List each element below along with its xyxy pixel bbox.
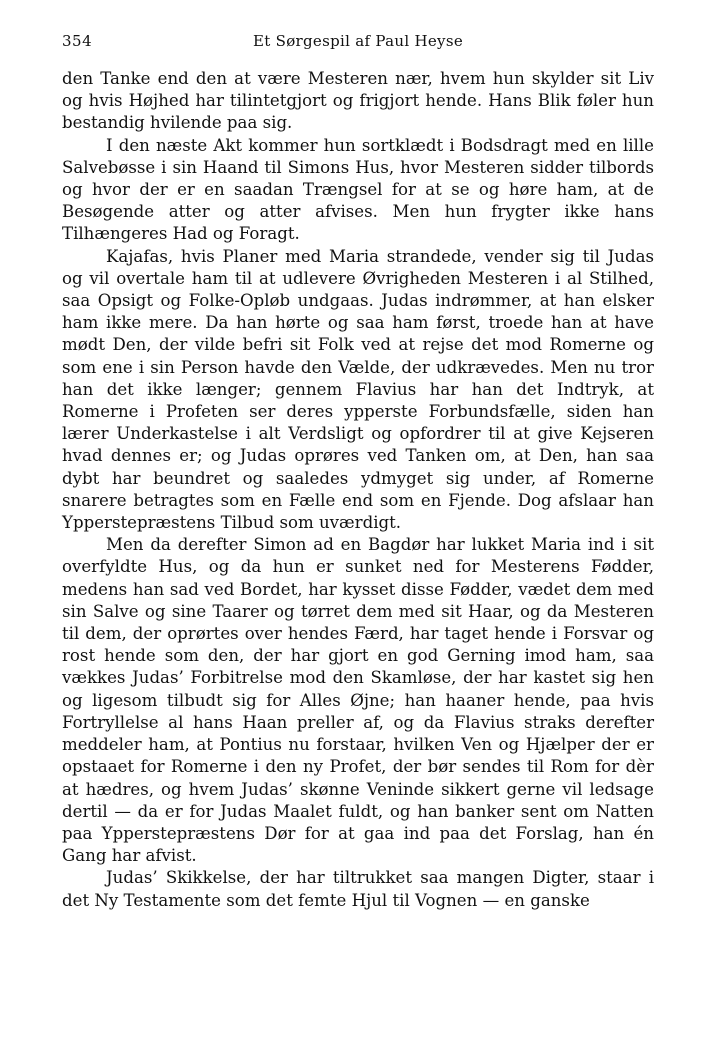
running-header <box>62 32 654 54</box>
page-number: 354 <box>62 32 93 50</box>
paragraph-3: Kajafas, hvis Planer med Maria strandede, vender sig til Judas og vil overtale ham til at udlevere Øvrigheden Mesteren i al Stilhed, saa Opsigt og Folke-Opløb undgaas. Judas indrømmer, at han elsker ham ikke mere. Da han hørte og saa ham først, troede han at have mødt Den, der vilde befri sit Folk ved at rejse det mod Romerne og som ene i sin Person havde den Vælde, der udkrævedes. Men nu tror han det ikke længer; gennem Flavius har han det Indtryk, at Romerne i Profeten ser deres ypperste Forbundsfælle, siden han lærer Underkastelse i alt Verdsligt og opfordrer til at give Kejseren hvad dennes er; og Judas oprøres ved Tanken om, at Den, han saa dybt har beundret og saaledes ydmyget sig under, af Romerne snarere betragtes som en Fælle end som en Fjende. Dog afslaar han Ypperstepræstens Tilbud som uværdigt. <box>62 246 654 533</box>
paragraph-2: I den næste Akt kommer hun sortklædt i Bodsdragt med en lille Salvebøsse i sin Haand til Simons Hus, hvor Mesteren sidder tilbords og hvor der er en saadan Trængsel for at se og høre ham, at de Besøgende atter og atter afvises. Men hun frygter ikke hans Tilhængeres Had og Foragt. <box>62 135 654 244</box>
running-title: Et Sørgespil af Paul Heyse <box>252 32 464 50</box>
paragraph-4: Men da derefter Simon ad en Bagdør har lukket Maria ind i sit overfyldte Hus, og da hun er sunket ned for Mesterens Fødder, medens han sad ved Bordet, har kysset disse Fødder, vædet dem med sin Salve og sine Taarer og tørret dem med sit Haar, og da Mesteren til dem, der oprørtes over hendes Færd, har taget hende i Forsvar og rost hende som den, der har gjort en god Gerning imod ham, saa vækkes Judas’ Forbitrelse mod den Skamløse, der har kastet sig hen og ligesom tilbudt sig for Alles Øjne; han haaner hende, paa hvis Fortryllelse al hans Haan preller af, og da Flavius straks derefter meddeler ham, at Pontius nu forstaar, hvilken Ven og Hjælper der er opstaaet for Romerne i den ny Profet, der bør sendes til Rom for dèr at hædres, og hvem Judas’ skønne Veninde sikkert gerne vil ledsage dertil — da er for Judas Maalet fuldt, og han banker sent om Natten paa Ypperstepræstens Dør for at gaa ind paa det Forslag, han én Gang har afvist. <box>62 535 654 866</box>
paragraph-1: den Tanke end den at være Mesteren nær, hvem hun skylder sit Liv og hvis Højhed har tilintetgjort og frigjort hende. Hans Blik føler hun bestandig hvilende paa sig. <box>62 69 654 133</box>
body-text <box>62 68 654 912</box>
paragraph-5: Judas’ Skikkelse, der har tiltrukket saa mangen Digter, staar i det Ny Testamente som det femte Hjul til Vognen — en ganske <box>62 868 654 910</box>
